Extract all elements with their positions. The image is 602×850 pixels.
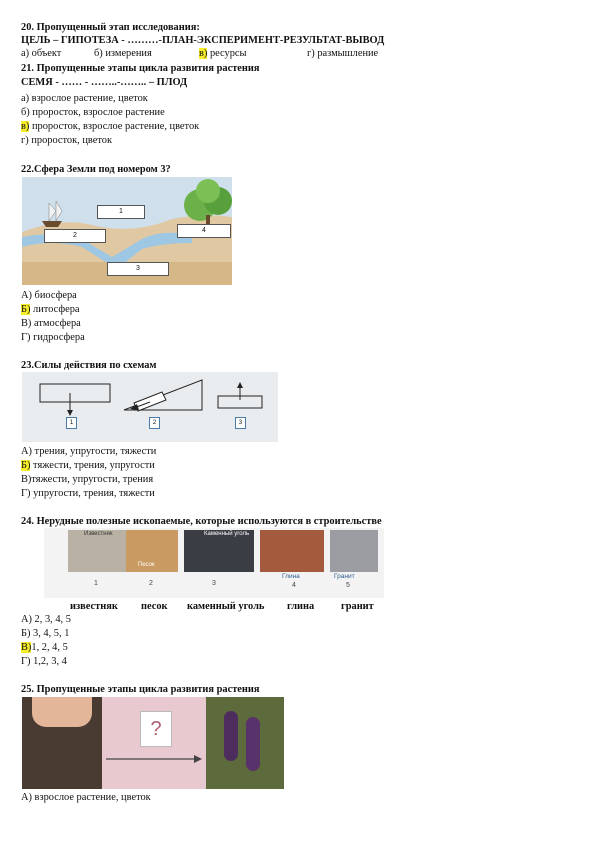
q21-option-c-mark: в)	[21, 121, 30, 132]
sphere-label-3: 3	[107, 262, 169, 276]
q20-option-b: б) измерения	[94, 48, 152, 59]
q24-title: 24. Нерудные полезные ископаемые, которые используются в строительстве	[21, 516, 382, 527]
q25-option-a: А) взрослое растение, цветок	[21, 792, 151, 803]
missing-stage-box: ?	[140, 711, 172, 747]
mineral-label-limestone: Известняк	[84, 531, 113, 537]
mineral-name-2: песок	[141, 601, 168, 612]
mineral-number-5: 5	[346, 582, 350, 589]
plant-cycle-figure	[22, 697, 284, 789]
q23-option-b-text: тяжести, трения, упругости	[30, 460, 155, 471]
q23-option-b	[21, 460, 155, 472]
mineral-clay-photo	[260, 530, 324, 572]
q24-option-d: Г) 1,2, 3, 4	[21, 656, 67, 667]
mineral-name-3: каменный уголь	[187, 601, 265, 612]
q21-title: 21. Пропущенные этапы цикла развития растения	[21, 63, 260, 74]
q24-option-c-mark: В)	[21, 642, 32, 653]
mineral-number-2: 2	[149, 580, 153, 587]
mineral-number-1: 1	[94, 580, 98, 587]
q22-option-d: Г) гидросфера	[21, 332, 85, 343]
force-label-1: 1	[66, 417, 77, 429]
mineral-name-5: гранит	[341, 601, 374, 612]
mineral-name-1: известняк	[70, 601, 118, 612]
mineral-label-coal: Каменный уголь	[204, 531, 250, 537]
forces-svg	[22, 372, 278, 442]
q21-chain: СЕМЯ - …… - ……..-…….. – ПЛОД	[21, 77, 188, 88]
mineral-name-4: глина	[287, 601, 315, 612]
force-label-3: 3	[235, 417, 246, 429]
q21-option-c-text: проросток, взрослое растение, цветок	[29, 121, 200, 132]
force-label-2: 2	[149, 417, 160, 429]
q22-option-a: А) биосфера	[21, 290, 77, 301]
q20-chain: ЦЕЛЬ – ГИПОТЕЗА - ………-ПЛАН-ЭКСПЕРИМЕНТ-РЕЗУЛЬТАТ-ВЫВОД	[21, 35, 385, 46]
q20-option-a: а) объект	[21, 48, 62, 59]
sphere-label-2: 2	[44, 229, 106, 243]
sphere-label-1: 1	[97, 205, 145, 219]
q23-option-a: А) трения, упругости, тяжести	[21, 446, 157, 457]
q22-option-b-text: литосфера	[30, 304, 80, 315]
mineral-granite-photo	[330, 530, 378, 572]
q24-option-c	[21, 642, 68, 654]
q24-option-a: А) 2, 3, 4, 5	[21, 614, 71, 625]
minerals-figure	[44, 528, 384, 598]
cycle-arrow-svg	[22, 697, 284, 789]
q21-option-d: г) проросток, цветок	[21, 135, 113, 146]
q21-option-b: б) проросток, взрослое растение	[21, 107, 165, 118]
q20-option-c	[199, 48, 247, 60]
sphere-label-4: 4	[177, 224, 231, 238]
q20-title: 20. Пропущенный этап исследования:	[21, 22, 200, 33]
q21-option-c	[21, 121, 199, 133]
q25-title: 25. Пропущенные этапы цикла развития растения	[21, 684, 260, 695]
earth-spheres-figure	[22, 177, 232, 285]
q20-option-d: г) размышление	[307, 48, 379, 59]
mineral-label-clay: Глина	[282, 573, 300, 580]
q20-option-c-mark: в)	[199, 48, 208, 59]
q23-option-b-mark: Б)	[21, 460, 31, 471]
q23-option-c: В)тяжести, упругости, трения	[21, 474, 154, 485]
mineral-number-4: 4	[292, 582, 296, 589]
mineral-label-granite: Гранит	[334, 573, 355, 580]
q23-option-d: Г) упругости, трения, тяжести	[21, 488, 155, 499]
q23-title: 23.Силы действия по схемам	[21, 360, 157, 371]
forces-figure	[22, 372, 278, 442]
q22-option-c: В) атмосфера	[21, 318, 81, 329]
q22-option-b-mark: Б)	[21, 304, 31, 315]
q20-option-c-text: ресурсы	[207, 48, 247, 59]
q21-option-a: а) взрослое растение, цветок	[21, 93, 148, 104]
mineral-number-3: 3	[212, 580, 216, 587]
q22-title: 22.Сфера Земли под номером 3?	[21, 164, 171, 175]
q22-option-b	[21, 304, 80, 316]
q24-option-c-text: 1, 2, 4, 5	[31, 642, 68, 653]
mineral-label-sand: Песок	[138, 562, 155, 568]
q24-option-b: Б) 3, 4, 5, 1	[21, 628, 70, 639]
